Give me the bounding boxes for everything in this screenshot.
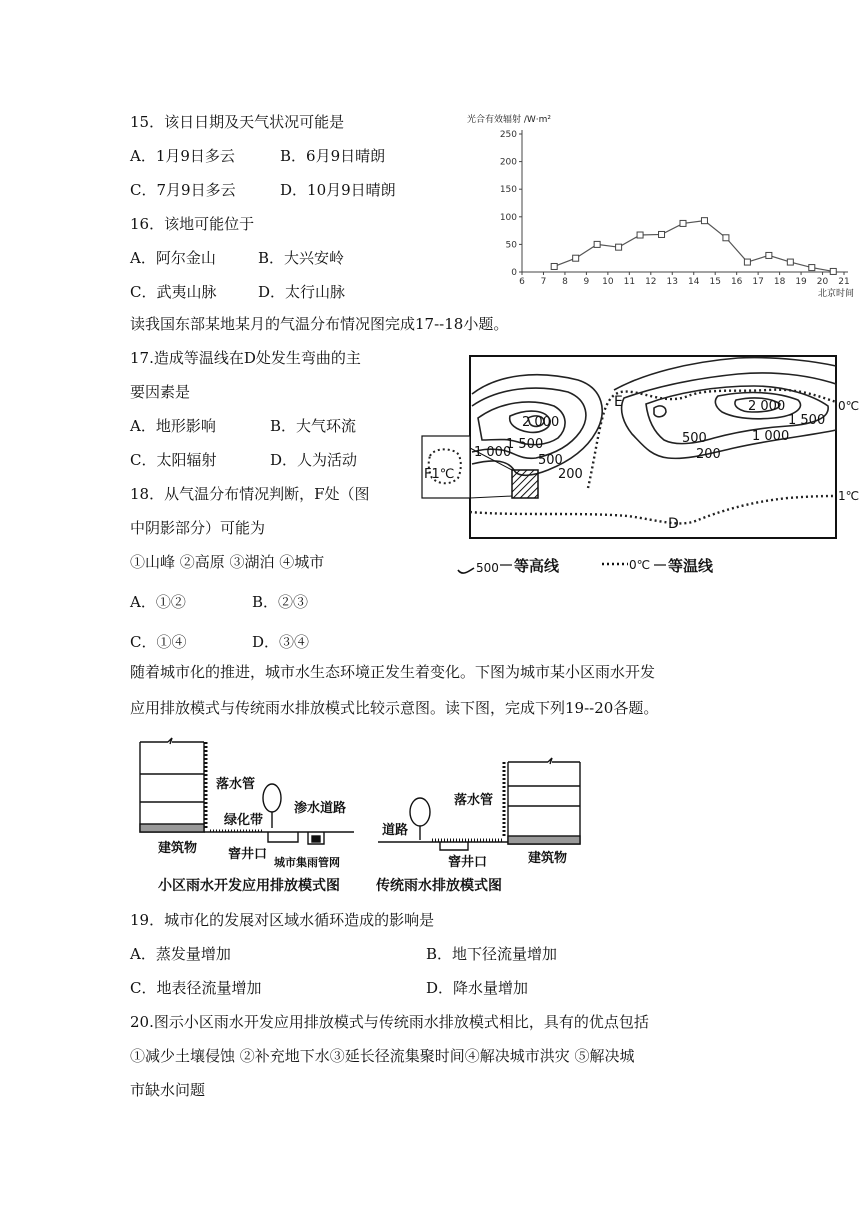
left-tree-icon [263, 784, 281, 828]
q16-option-c: C．武夷山脉 [130, 283, 217, 301]
q19-option-b: B．地下径流量增加 [426, 945, 558, 963]
x-tick-label: 14 [688, 277, 700, 287]
left-green-label: 绿化带 [224, 813, 264, 828]
data-point [809, 265, 815, 271]
x-tick-label: 13 [666, 277, 678, 287]
radiation-chart [462, 108, 858, 304]
right-building [504, 758, 580, 844]
x-tick-label: 21 [838, 277, 850, 287]
q20-stem: 20.图示小区雨水开发应用排放模式与传统雨水排放模式相比，具有的优点包括 [130, 1013, 649, 1031]
x-tick-label: 20 [816, 277, 829, 287]
contour-label: 2 000 [522, 415, 560, 430]
data-point [680, 220, 686, 226]
east-contours [614, 358, 836, 459]
data-point [551, 263, 557, 269]
label-f: F1℃ [424, 467, 455, 482]
q15-option-d: D．10月9日晴朗 [280, 181, 396, 199]
q18-stem-line2: 中阴影部分）可能为 [130, 519, 266, 537]
rainwater-figure [128, 732, 728, 898]
left-ground [204, 831, 354, 844]
contour-label: 1 000 [474, 445, 512, 460]
q18-option-b: B．②③ [252, 593, 309, 611]
q20-line3: 市缺水问题 [130, 1081, 206, 1099]
x-tick-label: 8 [562, 277, 568, 287]
legend-contour-symbol [458, 568, 474, 573]
data-point [616, 244, 622, 250]
legend-contour-number: 500 [476, 561, 499, 575]
x-tick-label: 16 [730, 277, 743, 287]
q20-line2: ①减少土壤侵蚀 ②补充地下水③延长径流集聚时间④解决城市洪灾 ⑤解决城 [130, 1047, 635, 1065]
q19-option-d: D．降水量增加 [426, 979, 529, 997]
x-tick-label: 15 [709, 277, 721, 287]
q16-option-a: A．阿尔金山 [130, 249, 216, 267]
right-well-label: 窨井口 [448, 855, 488, 870]
q15-option-c: C．7月9日多云 [130, 181, 236, 199]
intro-17-18: 读我国东部某地某月的气温分布情况图完成17--18小题。 [130, 315, 509, 333]
isotherm-1 [470, 496, 836, 523]
contour-label: 2 000 [748, 399, 786, 414]
y-tick-label: 250 [499, 130, 517, 140]
x-tick-label: 17 [752, 277, 764, 287]
legend-contour-text: 等高线 [514, 557, 560, 575]
q15-stem: 15．该日日期及天气状况可能是 [130, 113, 345, 131]
left-net-label: 城市集雨管网 [274, 856, 340, 869]
q19-stem: 19．城市化的发展对区域水循环造成的影响是 [130, 911, 435, 929]
y-tick-label: 0 [511, 268, 517, 278]
x-tick-label: 11 [623, 277, 636, 287]
data-point [787, 259, 793, 265]
x-tick-label: 10 [602, 277, 614, 287]
label-d: D [668, 516, 679, 532]
x-tick-label: 18 [773, 277, 786, 287]
right-ground [378, 840, 508, 850]
left-well-label: 窨井口 [228, 847, 268, 862]
x-tick-label: 9 [583, 277, 590, 287]
x-tick-label: 12 [645, 277, 657, 287]
data-point [766, 252, 772, 258]
q17-stem-line2: 要因素是 [130, 383, 191, 401]
f-shaded-area [512, 470, 538, 498]
chart-marks [551, 218, 836, 275]
x-tick-label: 6 [519, 277, 525, 287]
legend-isotherm-text: 等温线 [668, 557, 714, 575]
label-e: E [614, 394, 623, 410]
data-point [573, 255, 579, 261]
left-building [140, 738, 206, 832]
data-point [637, 232, 643, 238]
label-iso-0: 0℃ [838, 399, 860, 413]
q18-items: ①山峰 ②高原 ③湖泊 ④城市 [130, 553, 325, 571]
y-tick-label: 150 [499, 185, 517, 196]
data-point [744, 259, 750, 265]
q16-option-d: D．太行山脉 [258, 283, 346, 301]
legend-isotherm-label: 0℃ [629, 558, 651, 572]
left-building-label: 建筑物 [158, 841, 198, 856]
q16-stem: 16．该地可能位于 [130, 215, 255, 233]
right-caption: 传统雨水排放模式图 [376, 878, 502, 894]
q19-option-c: C．地表径流量增加 [130, 979, 262, 997]
temperature-map [418, 352, 860, 580]
q17-option-c: C．太阳辐射 [130, 451, 217, 469]
data-point [830, 268, 836, 274]
inset-pointer-bottom [470, 496, 512, 498]
data-point [594, 241, 600, 247]
contour-label: 1 000 [752, 429, 790, 444]
left-road-label: 渗水道路 [294, 801, 347, 816]
y-tick-label: 200 [499, 157, 517, 168]
contour-label: 1 500 [788, 413, 826, 428]
left-caption: 小区雨水开发应用排放模式图 [158, 878, 340, 894]
q18-option-a: A．①② [130, 593, 186, 611]
q15-option-b: B．6月9日晴朗 [280, 147, 386, 165]
x-tick-label: 7 [540, 277, 547, 287]
data-point [701, 218, 707, 224]
q17-option-d: D．人为活动 [270, 451, 358, 469]
y-tick-label: 100 [499, 212, 517, 223]
contour-label: 500 [682, 431, 707, 446]
q18-option-d: D．③④ [252, 633, 310, 651]
q18-option-c: C．①④ [130, 633, 187, 651]
left-pipe-label: 落水管 [216, 777, 256, 792]
q18-stem-line1: 18．从气温分布情况判断，F处（图 [130, 485, 370, 503]
right-tree-icon [410, 798, 430, 840]
x-tick-label: 19 [795, 277, 807, 287]
q17-option-b: B．大气环流 [270, 417, 357, 435]
label-iso-1: 1℃ [838, 489, 860, 503]
right-building-label: 建筑物 [528, 851, 568, 866]
contour-label: 500 [538, 453, 563, 468]
intro-19-20-line2: 应用排放模式与传统雨水排放模式比较示意图。读下图，完成下列19--20各题。 [130, 699, 659, 717]
right-road-label: 道路 [382, 823, 409, 838]
q17-option-a: A．地形影响 [130, 417, 216, 435]
contour-label: 200 [558, 467, 583, 482]
intro-19-20-line1: 随着城市化的推进，城市水生态环境正发生着变化。下图为城市某小区雨水开发 [130, 663, 656, 681]
q19-option-a: A．蒸发量增加 [130, 945, 231, 963]
contour-label: 200 [696, 447, 721, 462]
right-pipe-label: 落水管 [454, 793, 494, 808]
q16-option-b: B．大兴安岭 [258, 249, 345, 267]
y-tick-label: 50 [505, 240, 517, 251]
q17-stem-line1: 17.造成等温线在D处发生弯曲的主 [130, 349, 361, 367]
chart-ylabel: 光合有效辐射 /W·m² [467, 115, 552, 125]
data-point [723, 235, 729, 241]
chart-xlabel: 北京时间 [818, 289, 855, 299]
q15-option-a: A．1月9日多云 [130, 147, 235, 165]
data-point [659, 231, 665, 237]
contour-label: 1 500 [506, 437, 544, 452]
